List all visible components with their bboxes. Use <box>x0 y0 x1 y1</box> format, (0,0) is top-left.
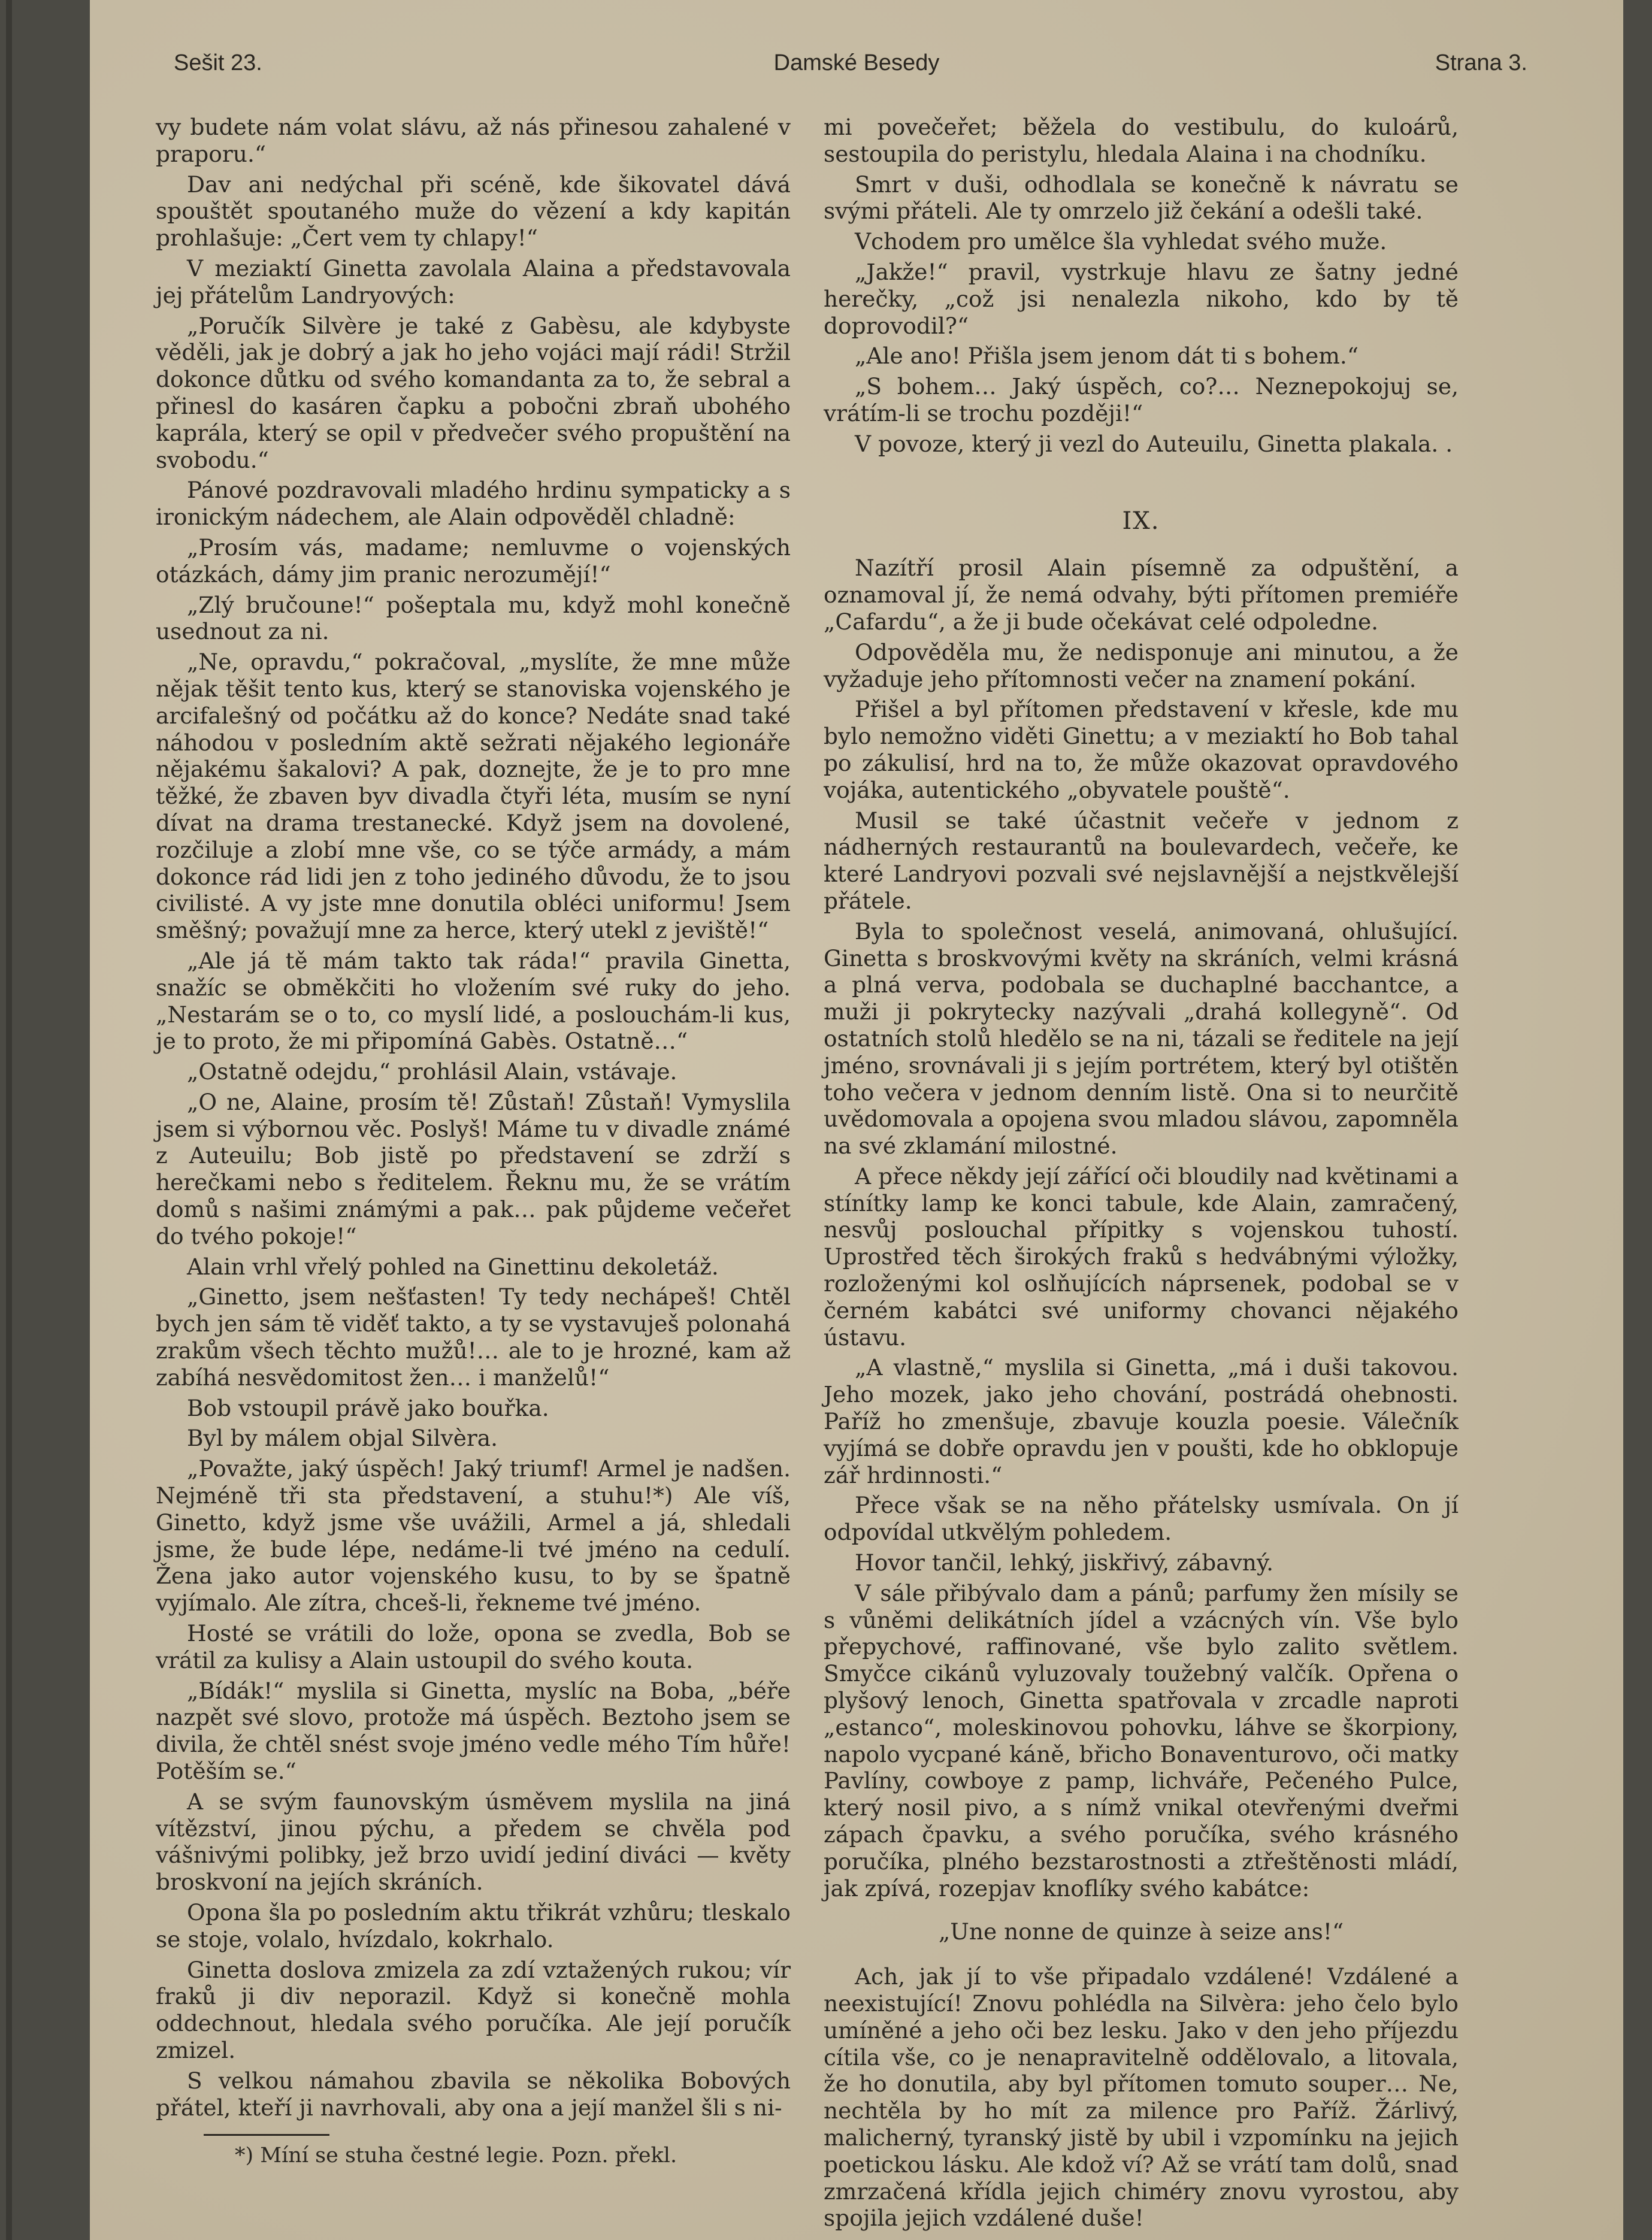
paragraph: vy budete nám volat slávu, až nás přinesou zahalené v praporu.“ <box>156 114 791 167</box>
paragraph: Ach, jak jí to vše připadalo vzdálené! Vzdálené a neexistující! Znovu pohlédla na Silvèra: jeho čelo bylo umíněné a jeho oči bez lesku. Jako v den jeho příjezdu cítila vše, co je nenapravitelně oddělovalo, a litovala, že ho donutila, aby byl přítomen tomuto souper… Ne, nechtěla by ho mít za milence pro Paříž. Žárlivý, malicherný, tyranský jistě by ubil i vzpomínku na jejich poetickou lásku. Ale kdož ví? Až se vrátí tam dolů, snad zmrzačená křídla jejich chiméry znovu vyrostou, aby spojila jejich vzdálené duše! <box>824 1963 1459 2232</box>
paragraph: Alain vrhl vřelý pohled na Ginettinu dekoletáž. <box>187 1253 719 1280</box>
paragraph: mi povečeřet; běžela do vestibulu, do kuloárů, sestoupila do peristylu, hledala Alaina i na chodníku. <box>824 114 1459 167</box>
chapter-heading: IX. <box>1122 507 1160 535</box>
paragraph: Přišel a byl přítomen představení v křesle, kde mu bylo nemožno viděti Ginettu; a v meziaktí ho Bob tahal po zákulisí, hrd na to, že může okazovat opravdového vojáka, autentického „obyvatele pouště“. <box>824 696 1459 803</box>
paragraph: Byla to společnost veselá, animovaná, ohlušující. Ginetta s broskvovými květy na skráních, velmi krásná a plná verva, podobala se duchaplné bacchantce, a muži ji pokrytecky nazývali „drahá kollegyně“. Od ostatních stolů hledělo se na ni, tázali se ředitele na její jméno, srovnávali ji s jejím portrétem, který byl otištěn toho večera v jednom denním listě. Ona si to neurčitě uvědomovala a opojena svou mladou slávou, zapomněla na své zklamání milostné. <box>824 918 1459 1160</box>
paragraph: Pánové pozdravovali mladého hrdinu sympaticky a s ironickým nádechem, ale Alain odpověděl chladně: <box>156 477 791 531</box>
paragraph: V povoze, který ji vezl do Auteuilu, Ginetta plakala. . <box>855 430 1453 457</box>
page-number: Strana 3. <box>1435 50 1527 75</box>
paragraph: Bob vstoupil právě jako bouřka. <box>187 1394 549 1421</box>
paragraph: Odpověděla mu, že nedisponuje ani minutou, a že vyžaduje jeho přítomnosti večer na znamení pokání. <box>824 638 1459 692</box>
paragraph: Hosté se vrátili do lože, opona se zvedla, Bob se vrátil za kulisy a Alain ustoupil do svého kouta. <box>156 1620 791 1673</box>
left-column <box>156 114 791 2172</box>
paragraph: „Prosím vás, madame; nemluvme o vojenských otázkách, dámy jim pranic nerozumějí!“ <box>156 534 791 588</box>
paragraph: Byl by málem objal Silvèra. <box>187 1425 498 1452</box>
paragraph: Přece však se na něho přátelsky usmívala. On jí odpovídal utkvělým pohledem. <box>824 1492 1459 1546</box>
paragraph: Hovor tančil, lehký, jiskřivý, zábavný. <box>855 1549 1274 1576</box>
magazine-page <box>90 0 1623 2240</box>
paragraph: „O ne, Alaine, prosím tě! Zůstaň! Zůstaň! Vymyslila jsem si výbornou věc. Poslyš! Máme tu v divadle známé z Auteuilu; Bob jistě po představení se zdrží s herečkami nebo s ředitelem. Řeknu mu, že se vrátím domů s našimi známými a pak… pak půjdeme večeřet do tvého pokoje!“ <box>156 1088 791 1249</box>
paragraph: „Ale já tě mám takto tak ráda!“ pravila Ginetta, snažíc se obměkčiti ho vložením své ruky do jeho. „Nestarám se o to, co myslí lidé, a poslouchám-li kus, je to proto, že mi připomíná Gabès. Ostatně…“ <box>156 947 791 1055</box>
paragraph: A přece někdy její zářící oči bloudily nad květinami a stínítky lamp ke konci tabule, kde Alain, zamračený, nesvůj poslouchal přípitky s vojenskou tuhostí. Uprostřed těch širokých fraků s hedvábnými výložky, rozloženými kol oslňujících náprsenek, podobal se v černém kabátci své uniformy chovanci nějakého ústavu. <box>824 1163 1459 1351</box>
paragraph: A se svým faunovským úsměvem myslila na jiná vítězství, jinou pýchu, a předem se chvěla pod vášnivými polibky, jež brzo uvidí jediní diváci — květy broskvoní na jejích skráních. <box>156 1788 791 1896</box>
paragraph: „A vlastně,“ myslila si Ginetta, „má i duši takovou. Jeho mozek, jako jeho chování, postrádá ohebnosti. Paříž ho zmenšuje, zbavuje kouzla poesie. Válečník vyjímá se dobře opravdu jen v poušti, kde ho obklopuje zář hrdinnosti.“ <box>824 1354 1459 1488</box>
paragraph: V meziaktí Ginetta zavolala Alaina a představovala jej přátelům Landryových: <box>156 255 791 308</box>
paragraph: Musil se také účastnit večeře v jednom z nádherných restaurantů na boulevardech, večeře, ke které Landryovi pozvali své nejslavnější a nejstkvělejší přátele. <box>824 807 1459 914</box>
paragraph: „Poručík Silvère je také z Gabèsu, ale kdybyste věděli, jak je dobrý a jak ho jeho vojáci mají rádi! Stržil dokonce důtku od svého komandanta za to, že sebral a přinesl do kasáren čapku a pobočni zbraň ubohého kaprála, který se opil v předvečer svého propuštění na svobodu.“ <box>156 312 791 473</box>
paragraph: Ginetta doslova zmizela za zdí vztažených rukou; vír fraků ji div neporazil. Když si konečně mohla oddechnout, hledala svého poručíka. Ale její poručík zmizel. <box>156 1956 791 2063</box>
paragraph: „Zlý bručoune!“ pošeptala mu, když mohl konečně usednout za ni. <box>156 591 791 645</box>
paragraph: V sále přibývalo dam a pánů; parfumy žen mísily se s vůněmi delikátních jídel a vzácných vín. Vše bylo přepychové, raffinované, vše bylo zalito světlem. Smyčce cikánů vyluzovaly toužebný valčík. Opřena o plyšový lenoch, Ginetta spatřovala v zrcadle naproti „estanco“, moleskinovou pohovku, láhve se škorpiony, napolo vycpané káně, břicho Bonaventurovo, oči matky Pavlíny, cowboye z pamp, lichváře, Pečeného Pulce, který nosil pivo, a s nímž vnikal otevřenými dveřmi zápach čpavku, a svého poručíka, svého krásného poručíka, plného bezstarostnosti a ztřeštěnosti mládí, jak zpívá, rozepjav knoflíky svého kabátce: <box>824 1579 1459 1902</box>
footnote: *) Míní se stuha čestné legie. Pozn. překl. <box>235 2144 677 2168</box>
paragraph: Opona šla po posledním aktu třikrát vzhůru; tleskalo se stoje, volalo, hvízdalo, kokrhalo. <box>156 1899 791 1953</box>
scan-edge <box>6 0 12 2240</box>
journal-title: Damské Besedy <box>773 50 940 75</box>
paragraph: „Bídák!“ myslila si Ginetta, myslíc na Boba, „béře nazpět své slovo, protože má úspěch. Beztoho jsem se divila, že chtěl snést svoje jméno vedle mého Tím hůře! Potěším se.“ <box>156 1677 791 1785</box>
paragraph: „Ale ano! Přišla jsem jenom dát ti s bohem.“ <box>855 343 1359 370</box>
page-header <box>90 42 1623 84</box>
paragraph: „Ginetto, jsem nešťasten! Ty tedy nechápeš! Chtěl bych jen sám tě viděť takto, a ty se vystavuješ polonahá zrakům všech těchto mužů!… ale to je hrozné, kam až zabíhá nesvědomitost žen… i manželů!“ <box>156 1284 791 1391</box>
paragraph: Dav ani nedýchal při scéně, kde šikovatel dává spouštět spoutaného muže do vězení a kdy kapitán prohlašuje: „Čert vem ty chlapy!“ <box>156 171 791 252</box>
footnote-rule <box>204 2134 329 2136</box>
paragraph: „Ostatně odejdu,“ prohlásil Alain, vstávaje. <box>187 1058 677 1085</box>
paragraph: S velkou námahou zbavila se několika Bobových přátel, kteří ji navrhovali, aby ona a její manžel šli s ni- <box>156 2067 791 2121</box>
issue-number: Sešit 23. <box>174 50 262 75</box>
paragraph: „Jakže!“ pravil, vystrkuje hlavu ze šatny jedné herečky, „což jsi nenalezla nikoho, kdo by tě doprovodil?“ <box>824 258 1459 339</box>
paragraph: „S bohem… Jaký úspěch, co?… Neznepokojuj se, vrátím-li se trochu později!“ <box>824 373 1459 426</box>
paragraph: Vchodem pro umělce šla vyhledat svého muže. <box>855 228 1387 255</box>
paragraph: Smrt v duši, odhodlala se konečně k návratu se svými přáteli. Ale ty omrzelo již čekání a odešli také. <box>824 171 1459 225</box>
song-quote: „Une nonne de quinze à seize ans!“ <box>938 1918 1344 1945</box>
paragraph: „Považte, jaký úspěch! Jaký triumf! Armel je nadšen. Nejméně tři sta představení, a stuhu!*) Ale víš, Ginetto, když jsme vše uvážili, Armel a já, shledali jsme, že bude lépe, nedáme-li tvé jméno na cedulí. Žena jako autor vojenského kusu, to by se špatně vyjímalo. Ale zítra, chceš-li, řekneme tvé jméno. <box>156 1455 791 1617</box>
right-column <box>824 114 1459 2235</box>
paragraph: „Ne, opravdu,“ pokračoval, „myslíte, že mne může nějak těšit tento kus, který se stanoviska vojenského je arcifalešný od počátku až do konce? Nedáte snad také náhodou v posledním aktě sežrati nějakého legionáře nějakému šakalovi? A pak, doznejte, že je to pro mne těžké, že zbaven byv divadla čtyři léta, musím se nyní dívat na drama trestanecké. Když jsem na dovolené, rozčiluje a zlobí mne vše, co se týče armády, a mám dokonce rád lidi jen z toho jediného důvodu, že to jsou civilisté. A vy jste mne donutila obléci uniformu! Jsem směšný; považují mne za herce, který utekl z jeviště!“ <box>156 649 791 944</box>
paragraph: Nazítří prosil Alain písemně za odpuštění, a oznamoval jí, že nemá odvahy, býti přítomen premiéře „Cafardu“, a že ji bude očekávat celé odpoledne. <box>824 555 1459 635</box>
